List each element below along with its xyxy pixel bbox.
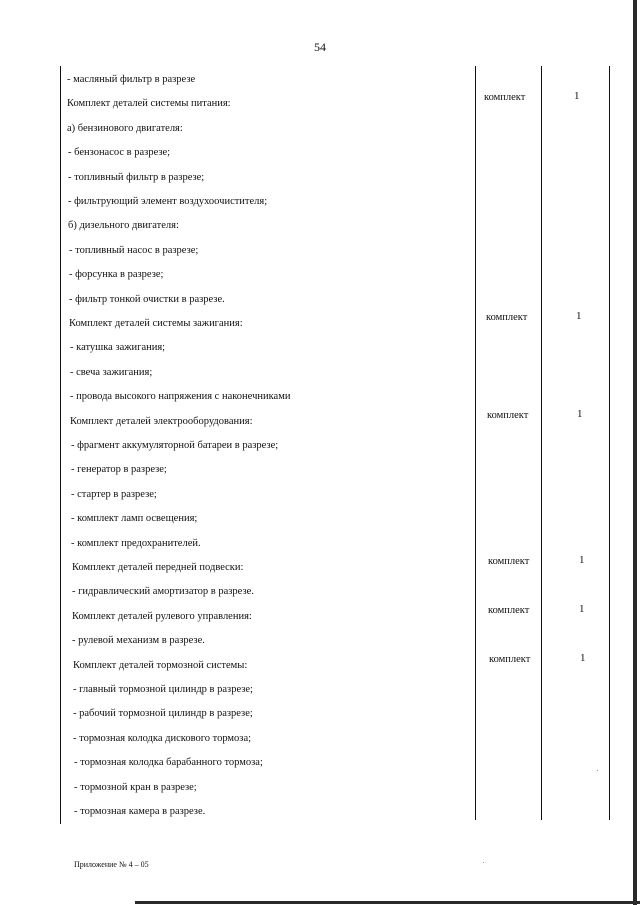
table-row-text: б) дизельного двигателя: — [68, 220, 179, 231]
table-column-divider-1 — [475, 66, 476, 820]
footer-note: Приложение № 4 – 05 — [74, 860, 149, 869]
table-row-text: - форсунка в разрезе; — [69, 269, 164, 280]
table-row-unit: комплект — [487, 410, 529, 421]
table-row-text: - рабочий тормозной цилиндр в разрезе; — [73, 708, 253, 719]
scan-speck — [597, 770, 598, 771]
table-row-text: - топливный фильтр в разрезе; — [68, 172, 205, 183]
table-row-text: - топливный насос в разрезе; — [69, 245, 199, 256]
scan-edge-right — [633, 0, 637, 905]
table-row-text: - тормозная колодка барабанного тормоза; — [74, 757, 263, 768]
table-row-unit: комплект — [489, 654, 531, 665]
table-row-unit: комплект — [486, 312, 528, 323]
table-row-text: - генератор в разрезе; — [71, 464, 167, 475]
table-row-qty: 1 — [577, 408, 583, 420]
table-row-text: - катушка зажигания; — [70, 342, 166, 353]
table-row-text: а) бензинового двигателя: — [67, 123, 183, 134]
page-number: 54 — [314, 40, 326, 54]
table-row-text: Комплект деталей рулевого управления: — [72, 611, 252, 622]
table-row-qty: 1 — [576, 310, 582, 322]
table-row-text: - тормозная камера в разрезе. — [74, 806, 206, 817]
table-row-text: - гидравлический амортизатор в разрезе. — [72, 586, 254, 597]
table-row-text: Комплект деталей системы питания: — [67, 98, 231, 109]
table-row-qty: 1 — [580, 652, 586, 664]
table-row-text: Комплект деталей электрооборудования: — [70, 416, 253, 427]
scan-speck — [483, 862, 484, 863]
table-row-text: - фрагмент аккумуляторной батареи в разрезе; — [71, 440, 279, 451]
table-row-text: Комплект деталей системы зажигания: — [69, 318, 243, 329]
table-row-text: - комплект ламп освещения; — [71, 513, 198, 524]
table-row-qty: 1 — [579, 603, 585, 615]
table-row-text: - тормозная колодка дискового тормоза; — [73, 733, 252, 744]
table-row-text: - свеча зажигания; — [70, 367, 153, 378]
scan-edge-bottom — [135, 901, 640, 904]
table-row-text: - тормозной кран в разрезе; — [74, 782, 197, 793]
table-row-text: - фильтр тонкой очистки в разрезе. — [69, 294, 225, 305]
table-row-text: - бензонасос в разрезе; — [68, 147, 171, 158]
table-row-text: - стартер в разрезе; — [71, 489, 157, 500]
table-left-border — [60, 66, 61, 824]
table-column-divider-2 — [541, 66, 542, 820]
table-row-text: - главный тормозной цилиндр в разрезе; — [73, 684, 253, 695]
table-row-qty: 1 — [574, 90, 580, 102]
table-row-text: Комплект деталей передней подвески: — [72, 562, 244, 573]
table-row-text: - провода высокого напряжения с наконечниками — [70, 391, 291, 402]
table-right-border — [609, 66, 610, 820]
table-row-unit: комплект — [488, 605, 530, 616]
table-row-qty: 1 — [579, 554, 585, 566]
table-row-text: - фильтрующий элемент воздухоочистителя; — [68, 196, 268, 207]
table-row-text: - рулевой механизм в разрезе. — [72, 635, 205, 646]
table-row-text: Комплект деталей тормозной системы: — [73, 660, 248, 671]
table-row-unit: комплект — [488, 556, 530, 567]
table-row-text: - комплект предохранителей. — [71, 538, 201, 549]
table-row-unit: комплект — [484, 92, 526, 103]
table-row-text: - масляный фильтр в разрезе — [67, 74, 196, 85]
